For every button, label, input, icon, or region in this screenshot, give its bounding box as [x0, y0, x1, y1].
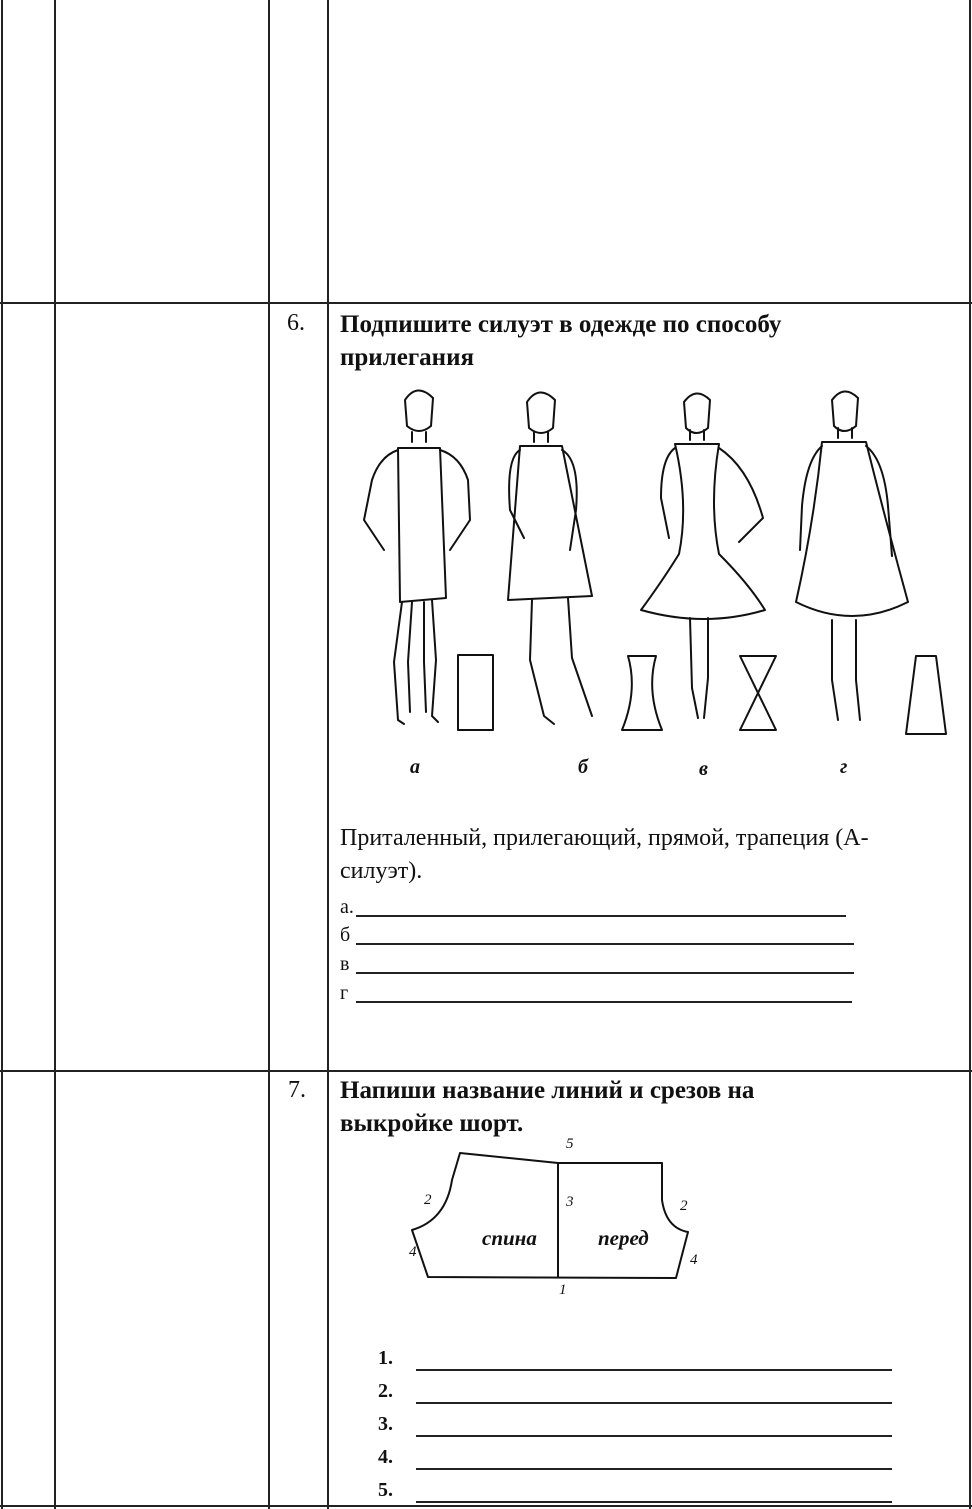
- answer-number-1: 1.: [378, 1347, 393, 1369]
- numbered-answer-3[interactable]: [378, 1413, 393, 1436]
- answer-letter-g: г: [340, 982, 349, 1004]
- numbered-answer-1[interactable]: [378, 1347, 393, 1370]
- mark-left-upper: 2: [424, 1192, 432, 1208]
- answer-number-2: 2.: [378, 1380, 393, 1402]
- question-6-title: Подпишите силуэт в одежде по способу прилегания: [340, 311, 782, 371]
- silhouette-options-text: Приталенный, прилегающий, прямой, трапеция (А-силуэт).: [340, 825, 869, 884]
- piece-label-back: спина: [482, 1226, 537, 1250]
- answer-underline: [416, 1369, 892, 1371]
- numbered-answer-5[interactable]: [378, 1479, 393, 1502]
- mark-right-lower: 4: [690, 1252, 698, 1268]
- numbered-answer-2[interactable]: [378, 1380, 393, 1403]
- mark-right-upper: 2: [680, 1198, 688, 1214]
- question-6-number: 6.: [287, 310, 305, 336]
- mark-center: 3: [566, 1194, 574, 1210]
- answer-number-4: 4.: [378, 1446, 393, 1468]
- mark-left-lower: 4: [409, 1244, 417, 1260]
- answer-underline: [416, 1468, 892, 1470]
- answer-number-3: 3.: [378, 1413, 393, 1435]
- answer-number-5: 5.: [378, 1479, 393, 1501]
- piece-label-front: перед: [598, 1226, 649, 1250]
- silhouette-label-a: а: [410, 756, 420, 778]
- answer-letter-v: в: [340, 953, 350, 975]
- answer-letter-b: б: [340, 924, 351, 946]
- answer-underline: [416, 1435, 892, 1437]
- silhouette-label-g: г: [840, 756, 848, 778]
- mark-bottom: 1: [559, 1282, 567, 1298]
- question-7-number: 7.: [288, 1077, 306, 1103]
- silhouette-label-b: б: [578, 756, 588, 778]
- silhouette-label-v: в: [699, 758, 708, 780]
- answer-underline: [416, 1402, 892, 1404]
- mark-top: 5: [566, 1136, 574, 1152]
- answer-letter-a: а.: [340, 896, 354, 918]
- shorts-outline: [412, 1153, 688, 1278]
- question-7-title: Напиши название линий и срезов на выкройке шорт.: [340, 1077, 755, 1137]
- answer-underline: [416, 1501, 892, 1503]
- numbered-answer-4[interactable]: [378, 1446, 393, 1469]
